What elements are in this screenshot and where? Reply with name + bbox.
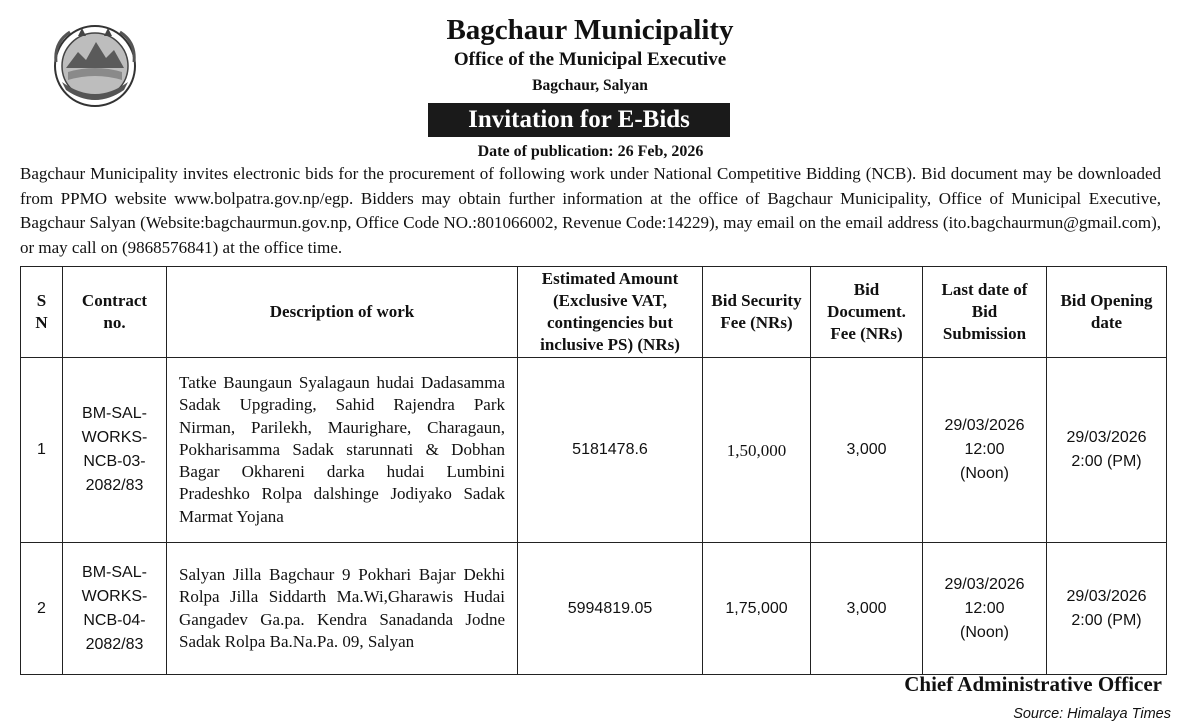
municipality-emblem-icon: [48, 22, 142, 108]
intro-paragraph: Bagchaur Municipality invites electronic bids for the procurement of following work under National Competitive Bidding (NCB). Bid document may be downloaded from PPMO website www.bolpatra.gov.np/egp. Bidders may obtain further information at the office of Bagchaur Municipality, Office of Municipal Executive, Bagchaur Salyan (Website:bagchaurmun.gov.np, Office Code NO.:801066002, Revenue Code:14229), may email on the email address (ito.bagchaurmun@gmail.com), or may call on (9868576841) at the office time.: [20, 164, 1161, 257]
row-amount: 5181478.6: [518, 358, 703, 543]
row-doc-fee: 3,000: [811, 543, 923, 675]
header-opening-date: Bid Opening date: [1047, 267, 1167, 358]
last-note: (Noon): [960, 623, 1009, 641]
row-opening-date: [1047, 358, 1167, 543]
row-doc-fee: 3,000: [811, 358, 923, 543]
header-amount: Estimated Amount (Exclusive VAT, contingencies but inclusive PS) (NRs): [518, 267, 703, 358]
last-note: (Noon): [960, 465, 1009, 482]
row-opening-date: [1047, 543, 1167, 675]
office-location: Bagchaur, Salyan: [532, 77, 648, 94]
header-doc-fee: Bid Document. Fee (NRs): [811, 267, 923, 358]
table-row: [21, 358, 1167, 543]
row-security: 1,75,000: [703, 543, 811, 675]
row-description: Tatke Baungaun Syalagaun hudai Dadasamma Sadak Upgrading, Sahid Rajendra Park Nirman, Parilekh, Maurighare, Charagaun, Pokharisamma Sadak starunnati & Dobhan Bagar Okhareni darka hudai Lumbini Pradeshko Rolpa dalshinge Jodiyako Sadak Marmat Yojana: [167, 358, 518, 543]
open-date: 29/03/2026: [1066, 587, 1147, 605]
header-description: Description of work: [167, 267, 518, 358]
row-last-date: [923, 543, 1047, 675]
row-sn: 1: [21, 358, 63, 543]
bids-table: [20, 266, 1167, 675]
last-date: 29/03/2026: [944, 575, 1025, 593]
municipality-title: Bagchaur Municipality: [446, 14, 734, 46]
header-security: Bid Security Fee (NRs): [703, 267, 811, 358]
last-time: 12:00: [964, 599, 1005, 617]
signatory-title: Chief Administrative Officer: [904, 672, 1162, 696]
notice-banner: Invitation for E-Bids: [428, 103, 730, 137]
row-contract: BM-SAL-WORKS-NCB-04-2082/83: [63, 543, 167, 675]
last-time: 12:00: [964, 441, 1005, 458]
last-date: 29/03/2026: [944, 417, 1025, 434]
open-date: 29/03/2026: [1066, 429, 1147, 446]
header-last-date: Last date of Bid Submission: [923, 267, 1047, 358]
header-sn: S N: [21, 267, 63, 358]
office-name: Office of the Municipal Executive: [453, 49, 727, 70]
row-last-date: [923, 358, 1047, 543]
row-description: Salyan Jilla Bagchaur 9 Pokhari Bajar Dekhi Rolpa Jilla Siddarth Ma.Wi,Gharawis Hudai Gangadev Ga.pa. Kendra Sanadanda Jodne Sadak Rolpa Ba.Na.Pa. 09, Salyan: [167, 543, 518, 675]
source-credit: Source: Himalaya Times: [1013, 706, 1171, 722]
open-time: 2:00 (PM): [1071, 453, 1142, 470]
table-row: [21, 543, 1167, 675]
notice-header: [380, 12, 800, 96]
row-sn: 2: [21, 543, 63, 675]
header-contract: Contract no.: [63, 267, 167, 358]
publication-date: Date of publication: 26 Feb, 2026: [477, 143, 704, 160]
row-security: 1,50,000: [703, 358, 811, 543]
row-contract: BM-SAL-WORKS-NCB-03-2082/83: [63, 358, 167, 543]
table-header-row: [21, 267, 1167, 358]
row-amount: 5994819.05: [518, 543, 703, 675]
open-time: 2:00 (PM): [1071, 611, 1142, 629]
